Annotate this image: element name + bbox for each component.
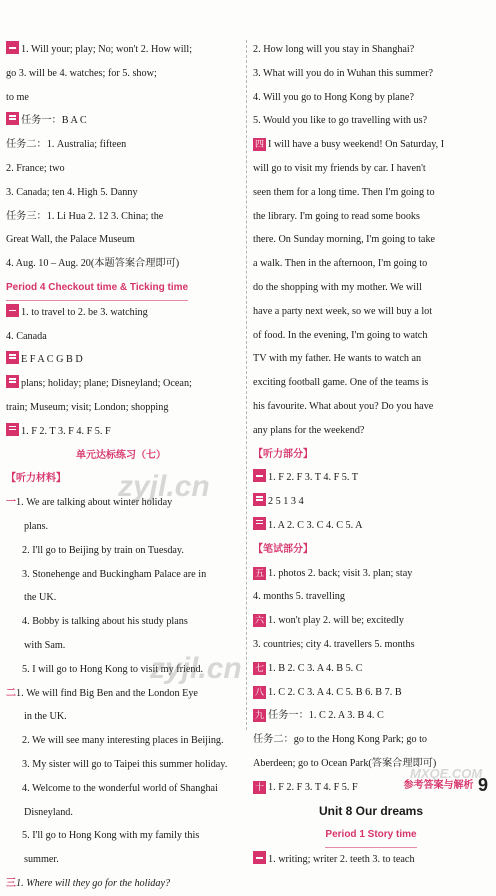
answer-line: 4. Bobby is talking about his study plans <box>22 616 188 628</box>
answer-line: 2 5 1 3 4 <box>253 490 489 514</box>
paragraph-line: 四 I will have a busy weekend! On Saturday, I <box>255 139 445 151</box>
section-marker-icon <box>253 517 266 530</box>
unit-test-heading: 单元达标练习（七） <box>76 449 166 461</box>
period-heading: Period 1 Story time <box>325 823 416 848</box>
answer-line: 5. I'll go to Hong Kong with my family this <box>22 830 200 842</box>
answer-line: 2. France; two <box>6 162 65 174</box>
answer-line: plans. <box>24 520 49 532</box>
section-marker-icon: 五 <box>255 567 265 578</box>
period-heading: Period 4 Checkout time & Ticking time <box>6 276 188 301</box>
answer-line: summer. <box>24 854 59 866</box>
footer-label: 参考答案与解析 <box>403 780 474 791</box>
answer-line: 4. Canada <box>6 330 47 342</box>
answer-line: 3. My sister will go to Taipei this summer holiday. <box>22 758 228 770</box>
answer-line: 1. F 2. T 3. F 4. F 5. F <box>6 420 236 444</box>
answer-line: 任务二：go to the Hong Kong Park; go to <box>253 734 428 746</box>
listening-part-heading: 【听力部分】 <box>253 448 313 460</box>
paragraph-line: there. On Sunday morning, I'm going to take <box>253 234 436 246</box>
paragraph-line: TV with my father. He wants to watch an <box>253 353 422 365</box>
answer-line: 五 1. photos 2. back; visit 3. plan; stay <box>255 567 413 579</box>
answer-line: 3. Canada; ten 4. High 5. Danny <box>6 186 138 198</box>
paragraph-line: his favourite. What about you? Do you have <box>253 400 434 412</box>
right-column <box>253 38 489 872</box>
column-divider <box>246 40 247 730</box>
answer-line: 5. I will go to Hong Kong to visit my friend. <box>22 663 204 675</box>
section-marker-icon <box>6 304 19 317</box>
section-marker-icon <box>6 423 19 436</box>
answer-line: 任务二：1. Australia; fifteen <box>6 139 127 151</box>
left-column <box>6 38 236 896</box>
answer-line: 4. Aug. 10 – Aug. 20(本题答案合理即可) <box>6 258 180 270</box>
paragraph-line: of food. In the evening, I'm going to watch <box>253 329 428 341</box>
section-marker-icon <box>253 493 266 506</box>
answer-line: 1. F 2. F 3. T 4. F 5. T <box>253 466 489 490</box>
answer-line: 九 任务一：1. C 2. A 3. B 4. C <box>255 710 384 722</box>
section-marker-icon: 九 <box>255 710 265 721</box>
section-marker-icon: 四 <box>255 139 265 150</box>
paragraph-line: the library. I'm going to read some books <box>253 210 420 222</box>
answer-line: Aberdeen; go to Ocean Park(答案合理即可) <box>253 757 437 769</box>
section-marker-icon: 六 <box>255 615 265 626</box>
answer-line: in the UK. <box>24 711 67 723</box>
section-marker-icon <box>253 851 266 864</box>
answer-line: 六 1. won't play 2. will be; excitedly <box>255 615 404 627</box>
answer-line: 八 1. C 2. C 3. A 4. C 5. B 6. B 7. B <box>255 686 402 698</box>
answer-line: 2. I'll go to Beijing by train on Tuesday. <box>22 544 184 556</box>
answer-line: Disneyland. <box>24 806 73 818</box>
page-footer <box>404 775 488 796</box>
answer-line: plans; holiday; plane; Disneyland; Ocean; <box>6 372 236 396</box>
section-marker-icon <box>6 41 19 54</box>
section-marker-icon <box>253 469 266 482</box>
written-part-heading: 【笔试部分】 <box>253 543 313 555</box>
paragraph-line: do the shopping with my mother. We will <box>253 281 422 293</box>
section-marker-icon <box>6 112 19 125</box>
paragraph-line: a walk. Then in the afternoon, I'm going to <box>253 258 428 270</box>
answer-line: 4. Welcome to the wonderful world of Shanghai <box>22 782 218 794</box>
answer-line: 任务三：1. Li Hua 2. 12 3. China; the <box>6 210 164 222</box>
answer-line: 4. months 5. travelling <box>253 591 345 603</box>
answer-line: Great Wall, the Palace Museum <box>6 234 135 246</box>
page-number: 9 <box>477 775 488 795</box>
section-marker-icon: 七 <box>255 662 265 673</box>
section-number: 一 <box>6 497 16 509</box>
answer-line: 三1. Where will they go for the holiday? <box>6 877 171 889</box>
section-marker-icon <box>6 351 19 364</box>
answer-line: with Sam. <box>24 639 66 651</box>
section-marker-icon <box>6 375 19 388</box>
answer-line: 2. We will see many interesting places in Beijing. <box>22 735 224 747</box>
answer-line: 5. Would you like to go travelling with us? <box>253 115 428 127</box>
answer-line: 1. to travel to 2. be 3. watching <box>6 301 236 325</box>
answer-line: 2. How long will you stay in Shanghai? <box>253 44 415 55</box>
answer-line: 1. Will your; play; No; won't 2. How will; <box>6 38 236 62</box>
answer-line: 任务一：B A C <box>6 109 236 133</box>
answer-line: 3. countries; city 4. travellers 5. months <box>253 638 415 650</box>
answer-line: E F A C G B D <box>6 348 236 372</box>
watermark: zyjl.cn <box>150 652 242 685</box>
answer-line: 一1. We are talking about winter holiday <box>6 497 173 509</box>
answer-line: the UK. <box>24 592 57 604</box>
answer-line: 1. writing; writer 2. teeth 3. to teach <box>253 848 489 872</box>
watermark: zyjl.cn <box>118 470 210 503</box>
paragraph-line: have a party next week, so we will buy a lot <box>253 305 433 317</box>
answer-line: 4. Will you go to Hong Kong by plane? <box>253 91 414 103</box>
answer-line: train; Museum; visit; London; shopping <box>6 401 169 413</box>
paragraph-line: will go to visit my friends by car. I haven't <box>253 162 426 174</box>
answer-line: 3. What will you do in Wuhan this summer? <box>253 67 434 79</box>
section-number: 三 <box>6 877 16 889</box>
paragraph-line: seen them for a long time. Then I'm going to <box>253 186 435 198</box>
answer-line: 七 1. B 2. C 3. A 4. B 5. C <box>255 662 363 674</box>
listening-material-heading: 【听力材料】 <box>6 473 66 485</box>
unit-heading: Unit 8 Our dreams <box>318 803 424 818</box>
answer-line: 十 1. F 2. F 3. T 4. F 5. F <box>255 781 358 793</box>
paragraph-line: any plans for the weekend? <box>253 424 365 436</box>
section-marker-icon: 八 <box>255 686 265 697</box>
watermark: MXQE.COM <box>410 766 483 781</box>
section-marker-icon: 十 <box>255 781 265 792</box>
answer-line: 3. Stonehenge and Buckingham Palace are in <box>22 568 207 580</box>
answer-line: to me <box>6 91 29 103</box>
section-number: 二 <box>6 687 16 699</box>
answer-line: go 3. will be 4. watches; for 5. show; <box>6 67 157 79</box>
answer-line: 1. A 2. C 3. C 4. C 5. A <box>253 514 489 538</box>
answer-line: 二1. We will find Big Ben and the London Eye <box>6 687 198 699</box>
paragraph-line: exciting football game. One of the teams is <box>253 377 429 389</box>
